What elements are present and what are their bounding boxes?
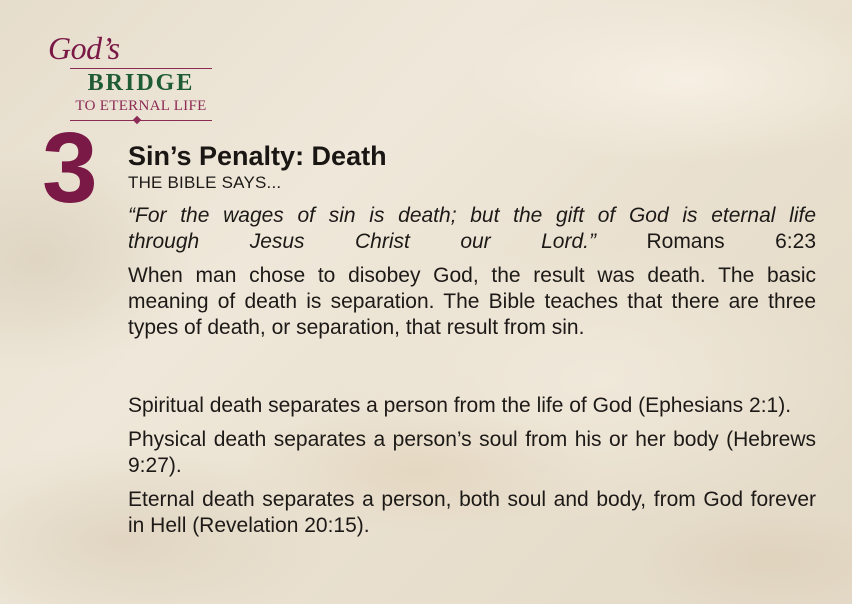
scripture-verse: [128, 203, 816, 255]
logo-bridge-text: BRIDGE: [87, 70, 195, 96]
logo-diamond-ornament: [133, 116, 141, 124]
main-content: [128, 140, 816, 539]
logo-subtitle-text: TO ETERNAL LIFE: [75, 98, 207, 114]
verse-line-2: through Jesus Christ our Lord.”: [128, 230, 596, 253]
step-number: 3: [42, 112, 98, 224]
physical-death-paragraph: Physical death separates a person’s soul from his or her body (Hebrews 9:27).: [128, 428, 816, 477]
eternal-death-paragraph: Eternal death separates a person, both soul and body, from God forever in Hell (Revelation 20:15).: [128, 488, 816, 537]
spiritual-death-paragraph: Spiritual death separates a person from the life of God (Ephesians 2:1).: [128, 394, 792, 417]
section-subtitle: THE BIBLE SAYS...: [128, 173, 282, 192]
verse-reference: Romans 6:23: [646, 230, 817, 253]
logo-gods-text: God’s: [48, 30, 120, 66]
verse-line-1: “For the wages of sin is death; but the gift of God is eternal life: [128, 204, 816, 227]
logo-top-rule: [70, 68, 212, 69]
page-title: Sin’s Penalty: Death: [128, 141, 387, 171]
intro-paragraph: When man chose to disobey God, the result was death. The basic meaning of death is separation. The Bible teaches that there are three types of death, or separation, that result from sin.: [128, 264, 816, 339]
